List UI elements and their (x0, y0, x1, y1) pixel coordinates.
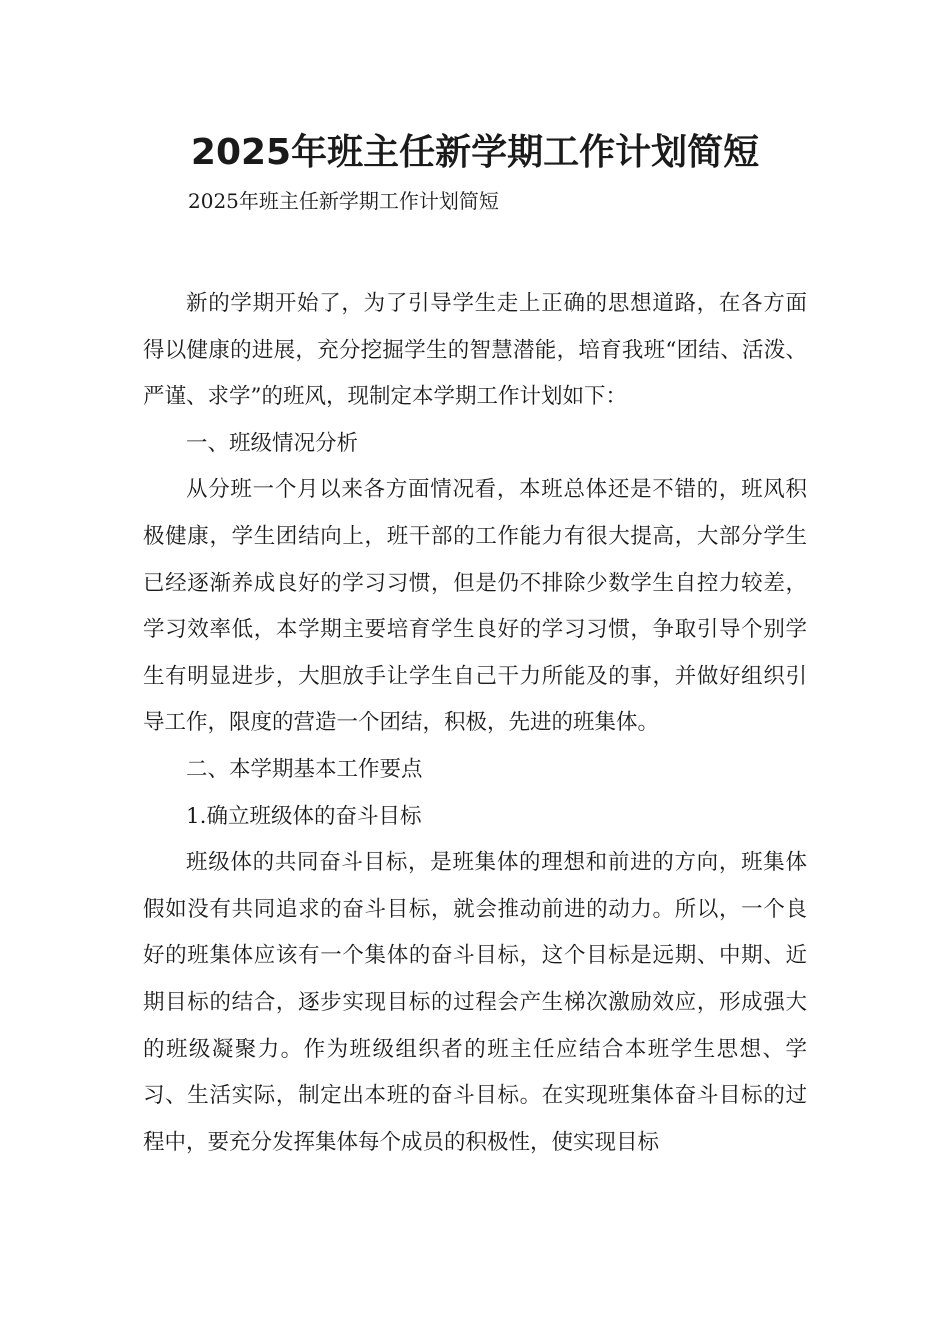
document-body (143, 281, 807, 1166)
paragraph-intro: 新的学期开始了，为了引导学生走上正确的思想道路，在各方面得以健康的进展，充分挖掘学生的智慧潜能，培育我班“团结、活泼、严谨、求学”的班风，现制定本学期工作计划如下： (143, 291, 807, 410)
document-subtitle: 2025年班主任新学期工作计划简短 (188, 189, 499, 213)
section-heading-class-analysis: 一、班级情况分析 (186, 430, 359, 456)
paragraph-set-goals: 班级体的共同奋斗目标，是班集体的理想和前进的方向，班集体假如没有共同追求的奋斗目标，就会推动前进的动力。所以，一个良好的班集体应该有一个集体的奋斗目标，这个目标是远期、中期、近期目标的结合，逐步实现目标的过程会产生梯次激励效应，形成强大的班级凝聚力。作为班级组织者的班主任应结合本班学生思想、学习、生活实际，制定出本班的奋斗目标。在实现班集体奋斗目标的过程中，要充分发挥集体每个成员的积极性，使实现目标 (143, 850, 807, 1155)
subheading-set-goals: 1.确立班级体的奋斗目标 (186, 803, 422, 829)
document-title: 2025年班主任新学期工作计划简短 (190, 132, 760, 173)
section-heading-work-points: 二、本学期基本工作要点 (186, 756, 423, 782)
paragraph-class-analysis: 从分班一个月以来各方面情况看，本班总体还是不错的，班风积极健康，学生团结向上，班干部的工作能力有很大提高，大部分学生已经逐渐养成良好的学习习惯，但是仍不排除少数学生自控力较差，学习效率低，本学期主要培育学生良好的学习习惯，争取引导个别学生有明显进步，大胆放手让学生自己干力所能及的事，并做好组织引导工作，限度的营造一个团结，积极，先进的班集体。 (143, 477, 807, 736)
